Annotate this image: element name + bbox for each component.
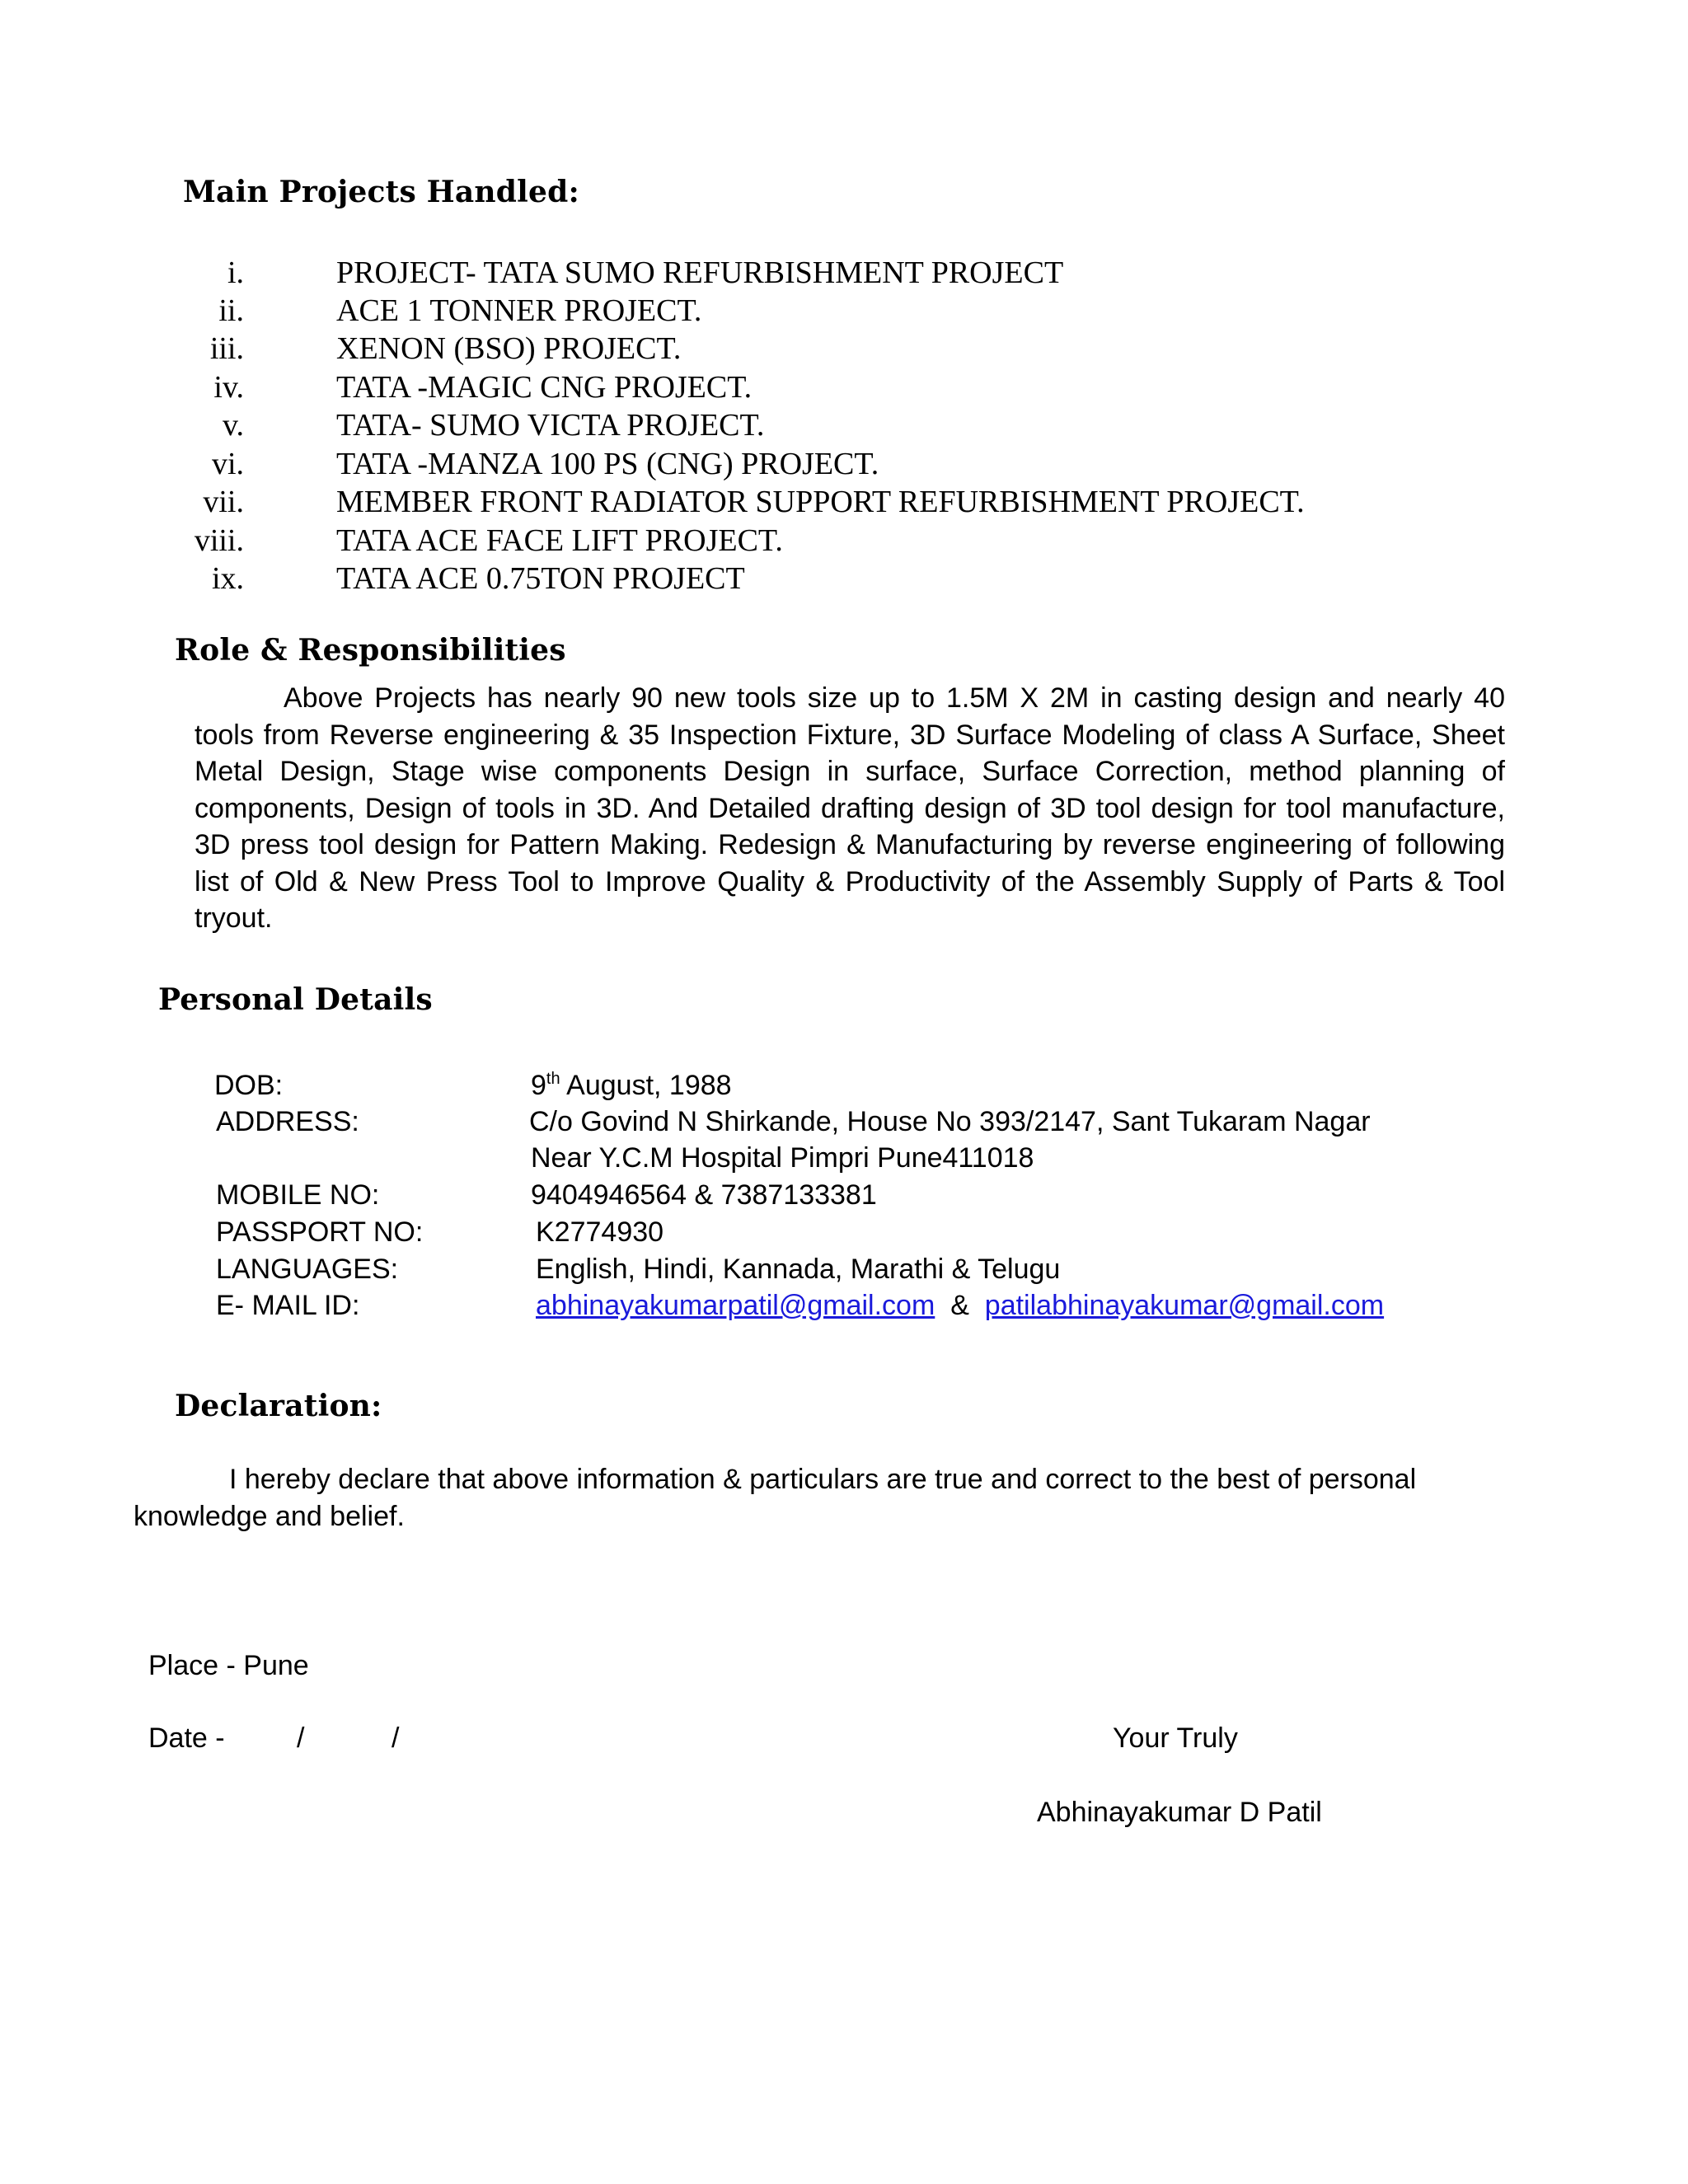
email-value xyxy=(536,1290,1384,1322)
project-number: v. xyxy=(222,408,244,443)
declaration-heading: Declaration: xyxy=(175,1389,382,1423)
passport-label: PASSPORT NO: xyxy=(216,1216,424,1248)
project-item: TATA -MAGIC CNG PROJECT. xyxy=(336,370,753,405)
project-item: XENON (BSO) PROJECT. xyxy=(336,331,682,366)
signature-name: Abhinayakumar D Patil xyxy=(1037,1797,1322,1828)
address-line2: Near Y.C.M Hospital Pimpri Pune411018 xyxy=(531,1142,1034,1174)
passport-value: K2774930 xyxy=(536,1216,664,1248)
languages-label: LANGUAGES: xyxy=(216,1254,399,1285)
email-link-2[interactable]: patilabhinayakumar@gmail.com xyxy=(984,1290,1385,1321)
role-paragraph xyxy=(195,680,1505,937)
project-number: ix. xyxy=(211,561,244,596)
project-item: MEMBER FRONT RADIATOR SUPPORT REFURBISHMENT PROJECT. xyxy=(336,485,1305,519)
mobile-label: MOBILE NO: xyxy=(216,1179,380,1211)
personal-heading: Personal Details xyxy=(158,982,433,1017)
dob-label: DOB: xyxy=(214,1070,284,1101)
project-number: iii. xyxy=(209,331,244,366)
date-slash-2: / xyxy=(392,1722,400,1754)
date-slash-1: / xyxy=(297,1722,305,1754)
email-link-1[interactable]: abhinayakumarpatil@gmail.com xyxy=(536,1290,935,1321)
address-label: ADDRESS: xyxy=(216,1106,359,1137)
declaration-line1: I hereby declare that above information & particulars are true and correct to the best of personal xyxy=(229,1464,1417,1495)
project-item: TATA- SUMO VICTA PROJECT. xyxy=(336,408,765,443)
dob-suffix: th xyxy=(546,1070,560,1088)
dob-rest: August, 1988 xyxy=(560,1070,732,1101)
project-number: vii. xyxy=(203,485,244,519)
place: Place - Pune xyxy=(148,1650,309,1681)
project-number: vi. xyxy=(211,447,244,481)
email-label: E- MAIL ID: xyxy=(216,1290,360,1321)
projects-heading: Main Projects Handled: xyxy=(183,175,580,209)
mobile-value: 9404946564 & 7387133381 xyxy=(531,1179,877,1211)
role-heading: Role & Responsibilities xyxy=(175,633,566,668)
role-paragraph-text: Above Projects has nearly 90 new tools size up to 1.5M X 2M in casting design and nearly 40 tools from Reverse engineering & 35 Inspection Fixture, 3D Surface Modeling of class A Surface, Sheet Metal Design, Stage wise components Design in surface, Surface Correction, method planning of components, Design of tools in 3D. And Detailed drafting design of 3D tool design for tool manufacture, 3D press tool design for Pattern Making. Redesign & Manufacturing by reverse engineering of following list of Old & New Press Tool to Improve Quality & Productivity of the Assembly Supply of Parts & Tool tryout. xyxy=(195,682,1505,934)
project-item: TATA -MANZA 100 PS (CNG) PROJECT. xyxy=(336,447,879,481)
declaration-line2: knowledge and belief. xyxy=(134,1501,405,1532)
closing: Your Truly xyxy=(1113,1722,1238,1754)
languages-value: English, Hindi, Kannada, Marathi & Telugu xyxy=(536,1254,1061,1285)
address-line1: C/o Govind N Shirkande, House No 393/2147, Sant Tukaram Nagar xyxy=(529,1106,1371,1137)
dob-day: 9 xyxy=(531,1070,546,1101)
project-item: ACE 1 TONNER PROJECT. xyxy=(336,293,702,328)
dob-value xyxy=(531,1070,732,1102)
project-item: TATA ACE FACE LIFT PROJECT. xyxy=(336,523,783,558)
date-label: Date - xyxy=(148,1722,225,1754)
project-item: TATA ACE 0.75TON PROJECT xyxy=(336,561,745,596)
project-number: i. xyxy=(227,255,244,290)
project-number: ii. xyxy=(218,293,244,328)
project-number: iv. xyxy=(213,370,244,405)
project-item: PROJECT- TATA SUMO REFURBISHMENT PROJECT xyxy=(336,255,1064,290)
project-number: viii. xyxy=(194,523,244,558)
email-separator: & xyxy=(950,1290,969,1321)
